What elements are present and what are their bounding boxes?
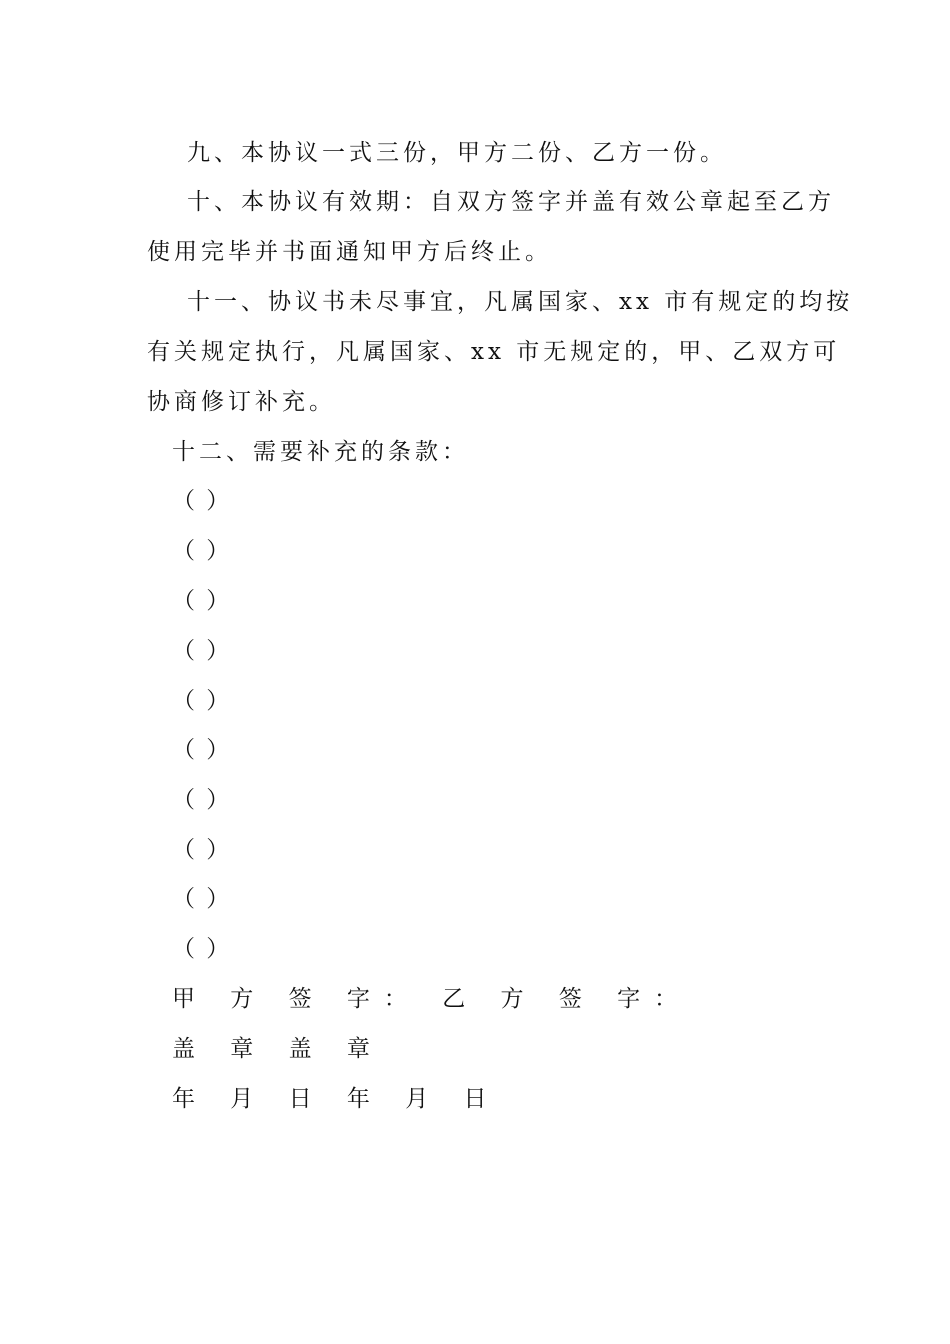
blank-item: （ ） — [172, 936, 232, 962]
clause-12-title: 十二、需要补充的条款： — [172, 439, 469, 465]
date-line: 年 月 日 年 月 日 — [172, 1086, 501, 1112]
blank-item: （ ） — [172, 488, 232, 514]
clause-10-line-2: 使用完毕并书面通知甲方后终止。 — [147, 239, 552, 265]
blank-item: （ ） — [172, 837, 232, 863]
blank-item: （ ） — [172, 787, 232, 813]
blank-item: （ ） — [172, 638, 232, 664]
blank-item: （ ） — [172, 688, 232, 714]
blank-item: （ ） — [172, 538, 232, 564]
seal-line: 盖 章 盖 章 — [172, 1036, 384, 1062]
clause-9: 九、本协议一式三份，甲方二份、乙方一份。 — [187, 140, 727, 166]
blank-item: （ ） — [172, 886, 232, 912]
signature-line: 甲 方 签 字： 乙 方 签 字： — [172, 986, 692, 1012]
clause-11-line-2: 有关规定执行，凡属国家、xx 市无规定的，甲、乙双方可 — [147, 339, 841, 365]
clause-10-line-1: 十、本协议有效期：自双方签字并盖有效公章起至乙方 — [187, 189, 835, 215]
clause-11-line-1: 十一、协议书未尽事宜，凡属国家、xx 市有规定的均按 — [187, 289, 854, 315]
blank-item: （ ） — [172, 737, 232, 763]
clause-11-line-3: 协商修订补充。 — [147, 389, 336, 415]
blank-item: （ ） — [172, 588, 232, 614]
